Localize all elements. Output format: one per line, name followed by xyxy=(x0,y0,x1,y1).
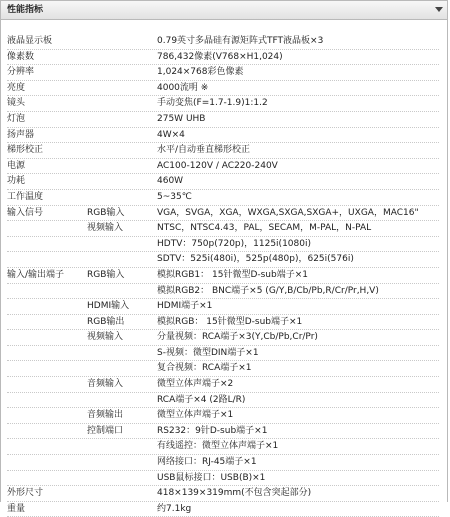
spec-label: 功耗 xyxy=(7,176,26,187)
spec-label: 扬声器 xyxy=(7,129,35,140)
spec-value: SDTV：525i(480i)，525p(480p)，625i(576i) xyxy=(157,254,354,265)
spec-label: 像素数 xyxy=(7,51,35,62)
spec-row xyxy=(7,50,439,66)
spec-row xyxy=(7,221,439,237)
panel-title: 性能指标 xyxy=(7,5,44,15)
spec-row xyxy=(7,268,439,284)
spec-value: 手动变焦(F=1.7-1.9)1:1.2 xyxy=(157,98,268,109)
spec-value: S-视频：微型DIN端子×1 xyxy=(157,347,259,358)
spec-value: AC100-120V / AC220-240V xyxy=(157,160,278,171)
spec-row xyxy=(7,112,439,128)
spec-value: 5~35℃ xyxy=(157,191,192,202)
spec-value: HDMI端子×1 xyxy=(157,301,213,312)
spec-label: 外形尺寸 xyxy=(7,488,44,499)
spec-value: 微型立体声端子×2 xyxy=(157,379,234,390)
spec-value: USB鼠标接口：USB(B)×1 xyxy=(157,472,266,483)
spec-row xyxy=(7,377,439,393)
spec-value: 4W×4 xyxy=(157,129,185,140)
spec-label: 工作温度 xyxy=(7,191,44,202)
spec-sublabel: 视频输入 xyxy=(87,223,124,234)
spec-value: 275W UHB xyxy=(157,113,206,124)
spec-row xyxy=(7,471,439,487)
spec-value: 模拟RGB： 15针微型D-sub端子×1 xyxy=(157,316,303,327)
spec-value: 微型立体声端子×1 xyxy=(157,410,234,421)
spec-sublabel: 控制端口 xyxy=(87,425,124,436)
spec-value: 分量视频：RCA端子×3(Y,Cb/Pb,Cr/Pr) xyxy=(157,332,318,343)
spec-row xyxy=(7,143,439,159)
spec-label: 分辨率 xyxy=(7,67,35,78)
panel-header xyxy=(1,1,447,20)
spec-value: 有线遥控：微型立体声端子×1 xyxy=(157,441,279,452)
spec-value: RCA端子×4 (2路L/R) xyxy=(157,394,246,405)
spec-sublabel: RGB输出 xyxy=(87,316,125,327)
spec-row xyxy=(7,237,439,253)
spec-row xyxy=(7,315,439,331)
spec-row xyxy=(7,128,439,144)
spec-value: 模拟RGB2： BNC端子×5 (G/Y,B/Cb/Pb,R/Cr/Pr,H,V) xyxy=(157,285,379,296)
spec-row xyxy=(7,346,439,362)
spec-sublabel: 音频输入 xyxy=(87,379,124,390)
spec-label: 输入/输出端子 xyxy=(7,269,65,280)
spec-label: 电源 xyxy=(7,160,26,171)
spec-value: HDTV：750p(720p)，1125i(1080i) xyxy=(157,238,311,249)
spec-value: 786,432像素(V768×H1,024) xyxy=(157,51,283,62)
spec-sublabel: 音频输出 xyxy=(87,410,124,421)
spec-value: 网络接口：RJ-45端子×1 xyxy=(157,457,257,468)
spec-row xyxy=(7,34,439,50)
spec-label: 镜头 xyxy=(7,98,26,109)
spec-row xyxy=(7,502,439,517)
spec-row xyxy=(7,81,439,97)
spec-row xyxy=(7,159,439,175)
spec-row xyxy=(7,424,439,440)
spec-label: 液晶显示板 xyxy=(7,36,53,46)
spec-label: 重量 xyxy=(7,503,26,514)
spec-row xyxy=(7,174,439,190)
spec-value: 4000流明 ※ xyxy=(157,82,209,93)
spec-sublabel: RGB输入 xyxy=(87,269,125,280)
spec-label: 灯泡 xyxy=(7,113,26,124)
spec-row xyxy=(7,299,439,315)
spec-value: 0.79英寸多晶硅有源矩阵式TFT液晶板×3 xyxy=(157,36,324,46)
spec-row xyxy=(7,206,439,222)
spec-row xyxy=(7,393,439,409)
spec-value: 460W xyxy=(157,176,184,187)
spec-row xyxy=(7,190,439,206)
spec-row xyxy=(7,408,439,424)
spec-table xyxy=(7,34,439,517)
spec-sublabel: RGB输入 xyxy=(87,207,125,218)
spec-row xyxy=(7,284,439,300)
spec-row xyxy=(7,330,439,346)
spec-value: RS232：9针D-sub端子×1 xyxy=(157,425,268,436)
spec-row xyxy=(7,96,439,112)
spec-row xyxy=(7,65,439,81)
spec-row xyxy=(7,252,439,268)
spec-value: 复合视频：RCA端子×1 xyxy=(157,363,252,374)
spec-value: 418×139×319mm(不包含突起部分) xyxy=(157,488,312,499)
spec-sublabel: 视频输入 xyxy=(87,332,124,343)
spec-label: 输入信号 xyxy=(7,207,44,218)
spec-value: NTSC，NTSC4.43，PAL，SECAM，M-PAL，N-PAL xyxy=(157,223,372,234)
spec-value: 模拟RGB1： 15针微型D-sub端子×1 xyxy=(157,269,308,280)
collapse-arrow-icon[interactable] xyxy=(435,7,443,12)
spec-value: 1,024×768彩色像素 xyxy=(157,67,244,78)
spec-value: 约7.1kg xyxy=(157,503,192,514)
spec-row xyxy=(7,439,439,455)
spec-row xyxy=(7,361,439,377)
spec-row xyxy=(7,455,439,471)
spec-value: 水平/自动垂直梯形校正 xyxy=(157,145,251,156)
spec-value: VGA，SVGA，XGA，WXGA,SXGA,SXGA+，UXGA，MAC16" xyxy=(157,207,419,218)
spec-label: 亮度 xyxy=(7,82,26,93)
spec-row xyxy=(7,486,439,502)
spec-label: 梯形校正 xyxy=(7,145,44,156)
spec-sublabel: HDMI输入 xyxy=(87,301,130,312)
